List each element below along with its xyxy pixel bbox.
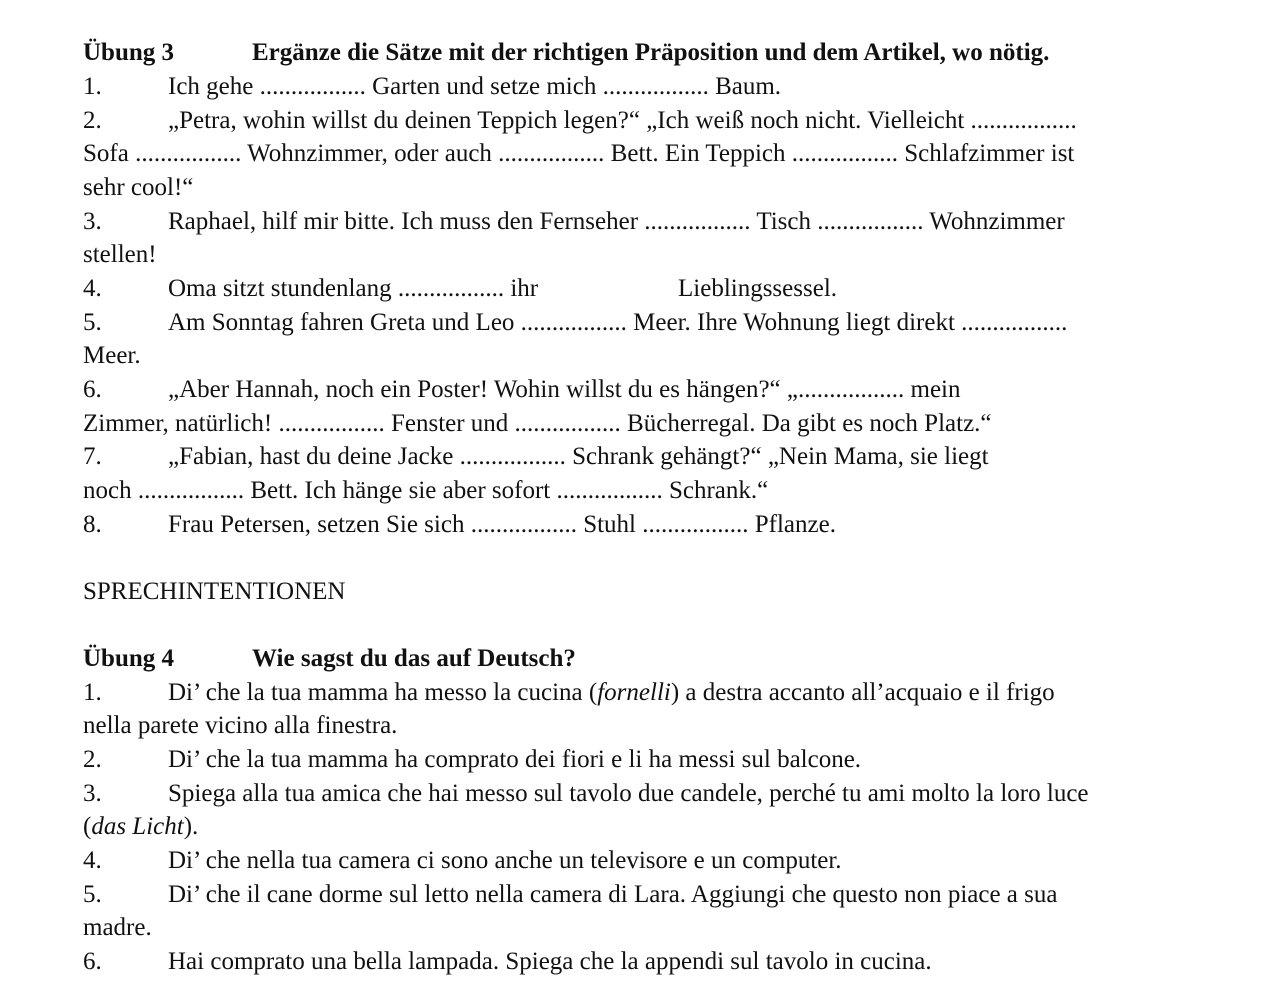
ex4-item-6 xyxy=(83,945,932,979)
item-text: Am Sonntag fahren Greta und Leo ................. Meer. Ihre Wohnung liegt direkt ................. xyxy=(168,309,1068,336)
item-text: Di’ che nella tua camera ci sono anche un televisore e un computer. xyxy=(168,847,842,874)
italic-term: das Licht xyxy=(91,813,184,840)
item-number: 2. xyxy=(83,107,102,134)
item-number: 4. xyxy=(83,275,102,302)
ex3-item-4 xyxy=(83,272,838,306)
exercise-3-title: Ergänze die Sätze mit der richtigen Präposition und dem Artikel, wo nötig. xyxy=(252,39,1050,66)
item-text: Raphael, hilf mir bitte. Ich muss den Fernseher ................. Tisch ................. Wohnzimmer xyxy=(168,208,1065,235)
exercise-4-heading xyxy=(83,642,576,676)
item-text: Spiega alla tua amica che hai messo sul tavolo due candele, perché tu ami molto la loro luce xyxy=(168,780,1089,807)
item-text-a: Oma sitzt stundenlang ................. ihr xyxy=(168,275,539,302)
item-text: „Petra, wohin willst du deinen Teppich legen?“ „Ich weiß noch nicht. Vielleicht ................. xyxy=(168,107,1077,134)
item-number: 1. xyxy=(83,73,102,100)
item-number: 4. xyxy=(83,847,102,874)
ex4-item-3-line-2: (das Licht). xyxy=(83,813,199,840)
item-number: 2. xyxy=(83,746,102,773)
ex3-item-3-line-2: stellen! xyxy=(83,241,157,268)
item-text: Di’ che il cane dorme sul letto nella camera di Lara. Aggiungi che questo non piace a sua xyxy=(168,881,1058,908)
item-text-b: Lieblingssessel. xyxy=(678,275,838,302)
item-number: 6. xyxy=(83,376,102,403)
ex4-item-3 xyxy=(83,777,1089,811)
ex3-item-6 xyxy=(83,373,961,407)
exercise-4-title: Wie sagst du das auf Deutsch? xyxy=(252,645,576,672)
item-text: Ich gehe ................. Garten und setze mich ................. Baum. xyxy=(168,73,782,100)
item-number: 3. xyxy=(83,208,102,235)
item-text: Di’ che la tua mamma ha comprato dei fiori e li ha messi sul balcone. xyxy=(168,746,862,773)
section-heading: SPRECHINTENTIONEN xyxy=(83,578,346,605)
ex3-item-2-line-3: sehr cool!“ xyxy=(83,174,194,201)
ex3-item-2-line-2: Sofa ................. Wohnzimmer, oder auch ................. Bett. Ein Teppich ................. Schlafzimmer ist xyxy=(83,140,1075,167)
ex4-item-4 xyxy=(83,844,842,878)
item-number: 5. xyxy=(83,881,102,908)
item-text: „Aber Hannah, noch ein Poster! Wohin willst du es hängen?“ „................. mein xyxy=(168,376,961,403)
ex3-item-3 xyxy=(83,205,1065,239)
ex4-item-2 xyxy=(83,743,862,777)
item-number: 3. xyxy=(83,780,102,807)
ex4-item-5 xyxy=(83,878,1058,912)
item-number: 7. xyxy=(83,443,102,470)
exercise-3-label: Übung 3 xyxy=(83,39,175,66)
ex4-item-5-line-2: madre. xyxy=(83,914,152,941)
item-number: 8. xyxy=(83,511,102,538)
item-text: „Fabian, hast du deine Jacke ................. Schrank gehängt?“ „Nein Mama, sie liegt xyxy=(168,443,989,470)
item-text: Di’ che la tua mamma ha messo la cucina (fornelli) a destra accanto all’acquaio e il frigo xyxy=(168,679,1055,706)
ex3-item-7 xyxy=(83,440,989,474)
item-number: 5. xyxy=(83,309,102,336)
item-number: 6. xyxy=(83,948,102,975)
ex4-item-1-line-2: nella parete vicino alla finestra. xyxy=(83,712,398,739)
ex3-item-2 xyxy=(83,104,1077,138)
ex3-item-6-line-2: Zimmer, natürlich! ................. Fenster und ................. Bücherregal. Da gibt es noch Platz.“ xyxy=(83,410,992,437)
ex4-item-1 xyxy=(83,676,1055,710)
ex3-item-1 xyxy=(83,70,782,104)
ex3-item-5 xyxy=(83,306,1068,340)
ex3-item-5-line-2: Meer. xyxy=(83,342,141,369)
item-text: Hai comprato una bella lampada. Spiega che la appendi sul tavolo in cucina. xyxy=(168,948,932,975)
item-number: 1. xyxy=(83,679,102,706)
ex3-item-7-line-2: noch ................. Bett. Ich hänge sie aber sofort ................. Schrank.“ xyxy=(83,477,769,504)
ex3-item-8 xyxy=(83,508,836,542)
italic-term: fornelli xyxy=(597,679,671,706)
item-text: Frau Petersen, setzen Sie sich ................. Stuhl ................. Pflanze. xyxy=(168,511,836,538)
exercise-4-label: Übung 4 xyxy=(83,645,175,672)
